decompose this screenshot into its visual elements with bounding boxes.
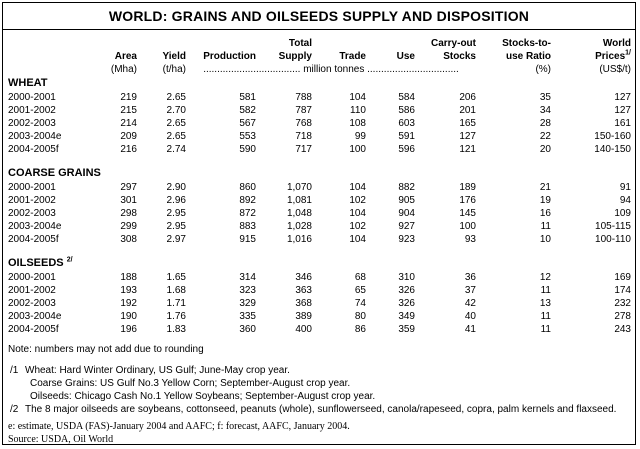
units-area: (Mha)	[110, 64, 137, 75]
table-cell: 326	[398, 285, 415, 296]
notes-block	[8, 343, 616, 446]
section-name: COARSE GRAINS	[8, 167, 101, 179]
table-cell: 35	[539, 92, 551, 103]
table-cell: 80	[354, 311, 366, 322]
rounding-note: Note: numbers may not add due to rounding	[8, 344, 204, 355]
table-cell: 2002-2003	[8, 118, 56, 129]
table-cell: 2.65	[166, 92, 186, 103]
table-cell: 2004-2005f	[8, 144, 59, 155]
table-cell: 21	[539, 182, 551, 193]
table-cell: 104	[349, 182, 366, 193]
section-title	[8, 256, 631, 271]
table-row	[8, 220, 631, 233]
table-cell: 37	[464, 285, 476, 296]
header-label: Stocks	[443, 51, 476, 62]
table-cell: 189	[459, 182, 476, 193]
table-cell: 109	[614, 208, 631, 219]
section-title	[8, 76, 631, 91]
footnote-1-label: /1	[10, 365, 19, 376]
section-header-row	[8, 76, 631, 91]
table-cell: 102	[349, 195, 366, 206]
header-label: Trade	[339, 51, 366, 62]
table-cell: 2.70	[166, 105, 186, 116]
header-cell: Carry-out	[430, 38, 476, 49]
header-label: Area	[114, 51, 137, 62]
table-cell: 1,081	[286, 195, 312, 206]
table-cell: 904	[398, 208, 415, 219]
table-cell: 201	[459, 105, 476, 116]
footnote-1-wheat-text: Wheat: Hard Winter Ordinary, US Gulf; June-May crop year.	[25, 365, 290, 376]
table-cell: 915	[239, 234, 256, 245]
footnote-2-text: The 8 major oilseeds are soybeans, cottonseed, peanuts (whole), sunflowerseed, canola/rapeseed, copra, palm kernels and flaxseed.	[25, 404, 617, 415]
table-row	[8, 207, 631, 220]
table-cell: 603	[398, 118, 415, 129]
table-cell: 278	[614, 311, 631, 322]
table-cell: 1.68	[166, 285, 186, 296]
table-cell: 110	[350, 105, 366, 116]
header-cell	[312, 50, 366, 63]
table-cell: 100	[459, 221, 476, 232]
table-cell: 193	[120, 285, 137, 296]
table-cell: 28	[539, 118, 551, 129]
footnote-1-wheat	[8, 364, 616, 377]
table-cell: 2002-2003	[8, 208, 56, 219]
table-cell: 174	[614, 285, 631, 296]
table-cell: 1.65	[166, 272, 186, 283]
table-cell: 2.90	[166, 182, 186, 193]
table-cell: 161	[614, 118, 631, 129]
table-cell: 2000-2001	[8, 272, 56, 283]
table-cell: 93	[464, 234, 476, 245]
table-cell: 86	[354, 324, 366, 335]
table-row	[8, 143, 631, 156]
table-cell: 192	[120, 298, 137, 309]
table-cell: 216	[120, 144, 137, 155]
footnote-2	[8, 403, 616, 416]
table-cell: 41	[464, 324, 476, 335]
footnote-1-coarse-grains: Coarse Grains: US Gulf No.3 Yellow Corn; September-August crop year.	[30, 378, 351, 389]
table-cell: 788	[295, 92, 312, 103]
table-cell: 582	[239, 105, 256, 116]
table-cell: 2.95	[166, 221, 186, 232]
table-cell: 768	[295, 118, 312, 129]
table-cell: 105-115	[595, 221, 631, 232]
units-yield: (t/ha)	[162, 64, 186, 75]
table-cell: 11	[540, 324, 551, 335]
table-cell: 232	[614, 298, 631, 309]
table-cell: 2000-2001	[8, 92, 56, 103]
table-cell: 2003-2004e	[8, 221, 62, 232]
table-cell: 368	[295, 298, 312, 309]
header-cell	[366, 50, 415, 63]
table-cell: 2.74	[166, 144, 186, 155]
table-cell: 567	[239, 118, 256, 129]
units-ratio: (%)	[535, 64, 551, 75]
header-label: use Ratio	[505, 51, 551, 62]
table-cell: 2004-2005f	[8, 324, 59, 335]
table-cell: 169	[614, 272, 631, 283]
table-row	[8, 181, 631, 194]
section-spacer	[8, 156, 631, 166]
table-cell: 22	[539, 131, 551, 142]
units-cell	[8, 63, 92, 76]
table-cell: 2004-2005f	[8, 234, 59, 245]
table-cell: 127	[459, 131, 476, 142]
table-cell: 100	[349, 144, 366, 155]
table-cell: 34	[539, 105, 551, 116]
table-cell: 335	[239, 311, 256, 322]
units-million-tonnes: ................................... million tonnes .................................	[203, 64, 459, 75]
table-cell: 591	[398, 131, 415, 142]
prices-footnote-mark: 1/	[625, 49, 631, 57]
table-cell: 400	[295, 324, 312, 335]
table-cell: 19	[539, 195, 551, 206]
table-row	[8, 104, 631, 117]
table-cell: 94	[619, 195, 631, 206]
table-cell: 314	[239, 272, 256, 283]
table-cell: 329	[239, 298, 256, 309]
header-cell	[366, 37, 415, 50]
table-cell: 2003-2004e	[8, 131, 62, 142]
table-cell: 102	[349, 221, 366, 232]
table-cell: 2003-2004e	[8, 311, 62, 322]
table-cell: 308	[120, 234, 137, 245]
table-cell: 1.83	[166, 324, 186, 335]
table-cell: 91	[619, 182, 631, 193]
table-cell: 883	[239, 221, 256, 232]
table-cell: 389	[295, 311, 312, 322]
section-spacer	[8, 246, 631, 256]
table-cell: 127	[614, 92, 631, 103]
table-row	[8, 117, 631, 130]
section-title	[8, 166, 631, 181]
table-cell: 1,048	[286, 208, 312, 219]
table-cell: 299	[120, 221, 137, 232]
table-cell: 346	[295, 272, 312, 283]
table-cell: 100-110	[595, 234, 631, 245]
table-cell: 99	[354, 131, 366, 142]
table-cell: 219	[120, 92, 137, 103]
section-header-row	[8, 166, 631, 181]
table-cell: 104	[349, 92, 366, 103]
header-label: Production	[203, 51, 256, 62]
table-cell: 209	[120, 131, 137, 142]
table-cell: 882	[398, 182, 415, 193]
table-cell: 359	[398, 324, 415, 335]
table-cell: 1,028	[286, 221, 312, 232]
table-cell: 2.95	[166, 208, 186, 219]
table-row	[8, 194, 631, 207]
table-cell: 1.71	[166, 298, 186, 309]
header-label: Prices	[595, 51, 626, 62]
table-cell: 108	[349, 118, 366, 129]
table-cell: 214	[120, 118, 137, 129]
table-cell: 104	[349, 208, 366, 219]
table-cell: 20	[539, 144, 551, 155]
header-cell	[92, 37, 137, 50]
estimate-note: e: estimate, USDA (FAS)-January 2004 and AAFC; f: forecast, AAFC, January 2004.	[8, 421, 350, 432]
table-cell: 206	[459, 92, 476, 103]
table-cell: 872	[239, 208, 256, 219]
table-row	[8, 91, 631, 104]
units-price: (US$/t)	[599, 64, 631, 75]
table-cell: 165	[459, 118, 476, 129]
table-cell: 196	[120, 324, 137, 335]
header-cell: World	[602, 38, 631, 49]
table-cell: 310	[398, 272, 415, 283]
table-cell: 298	[120, 208, 137, 219]
header-row-2	[8, 50, 631, 63]
table-cell: 150-160	[594, 131, 631, 142]
table-cell: 892	[239, 195, 256, 206]
table-cell: 2002-2003	[8, 298, 56, 309]
table-cell: 1,070	[286, 182, 312, 193]
table-cell: 301	[120, 195, 137, 206]
table-cell: 176	[459, 195, 476, 206]
table-cell: 74	[354, 298, 366, 309]
table-row	[8, 130, 631, 143]
header-cell	[92, 50, 137, 63]
header-cell	[8, 37, 92, 50]
table-cell: 927	[398, 221, 415, 232]
table-cell: 2.97	[166, 234, 186, 245]
table-row	[8, 310, 631, 323]
header-row-1	[8, 37, 631, 50]
table-row	[8, 271, 631, 284]
table-cell: 13	[539, 298, 551, 309]
table-cell: 584	[398, 92, 415, 103]
table-row	[8, 323, 631, 336]
table-cell: 2.65	[166, 118, 186, 129]
section-header-row	[8, 256, 631, 271]
table-cell: 190	[120, 311, 137, 322]
table-cell: 243	[614, 324, 631, 335]
supply-disposition-table	[8, 37, 631, 336]
table-cell: 68	[354, 272, 366, 283]
report-frame	[2, 2, 636, 445]
table-cell: 11	[540, 311, 551, 322]
table-cell: 40	[464, 311, 476, 322]
table-cell: 127	[614, 105, 631, 116]
header-label: Use	[396, 51, 415, 62]
table-cell: 860	[239, 182, 256, 193]
header-cell	[186, 50, 256, 63]
table-cell: 717	[295, 144, 312, 155]
table-cell: 1.76	[166, 311, 186, 322]
header-cell	[312, 37, 366, 50]
table-cell: 349	[398, 311, 415, 322]
table-cell: 2001-2002	[8, 105, 56, 116]
table-cell: 188	[120, 272, 137, 283]
table-cell: 11	[540, 221, 551, 232]
table-cell: 65	[354, 285, 366, 296]
table-cell: 140-150	[594, 144, 631, 155]
footnote-2-label: /2	[10, 404, 19, 415]
table-cell: 2001-2002	[8, 195, 56, 206]
table-cell: 11	[540, 285, 551, 296]
units-row	[8, 63, 631, 76]
header-cell	[186, 37, 256, 50]
table-cell: 145	[459, 208, 476, 219]
table-cell: 590	[239, 144, 256, 155]
table-cell: 363	[295, 285, 312, 296]
section-name: OILSEEDS	[8, 257, 64, 269]
table-cell: 323	[239, 285, 256, 296]
header-cell	[137, 50, 186, 63]
table-cell: 905	[398, 195, 415, 206]
table-cell: 36	[464, 272, 476, 283]
report-title: WORLD: GRAINS AND OILSEEDS SUPPLY AND DISPOSITION	[3, 3, 635, 30]
table-row	[8, 233, 631, 246]
table-cell: 42	[464, 298, 476, 309]
header-cell	[551, 50, 631, 63]
header-cell	[8, 50, 92, 63]
table-cell: 326	[398, 298, 415, 309]
source-note: Source: USDA, Oil World	[8, 434, 114, 445]
table-cell: 215	[120, 105, 137, 116]
section-footnote-mark: 2/	[66, 256, 73, 264]
table-cell: 596	[398, 144, 415, 155]
table-cell: 586	[398, 105, 415, 116]
header-label: Supply	[278, 51, 312, 62]
table-cell: 121	[459, 144, 476, 155]
header-cell	[256, 50, 312, 63]
spacer-cell	[8, 156, 631, 166]
header-cell	[137, 37, 186, 50]
table-cell: 2.96	[166, 195, 186, 206]
table-cell: 923	[398, 234, 415, 245]
header-cell: Stocks-to-	[502, 38, 551, 49]
header-label: Yield	[162, 51, 186, 62]
header-cell	[476, 50, 551, 63]
table-cell: 1,016	[286, 234, 312, 245]
table-cell: 553	[239, 131, 256, 142]
table-cell: 787	[295, 105, 312, 116]
table-cell: 2001-2002	[8, 285, 56, 296]
table-cell: 718	[295, 131, 312, 142]
table-row	[8, 284, 631, 297]
table-cell: 360	[239, 324, 256, 335]
table-cell: 16	[539, 208, 551, 219]
table-row	[8, 297, 631, 310]
table-cell: 10	[539, 234, 551, 245]
table-cell: 297	[120, 182, 137, 193]
spacer-cell	[8, 246, 631, 256]
header-cell: Total	[288, 38, 312, 49]
header-cell	[415, 50, 476, 63]
footnote-1-oilseeds: Oilseeds: Chicago Cash No.1 Yellow Soybeans; September-August crop year.	[30, 391, 376, 402]
table-cell: 2000-2001	[8, 182, 56, 193]
section-name: WHEAT	[8, 77, 48, 89]
table-cell: 2.65	[166, 131, 186, 142]
table-cell: 581	[239, 92, 256, 103]
table-cell: 104	[349, 234, 366, 245]
table-cell: 12	[539, 272, 551, 283]
